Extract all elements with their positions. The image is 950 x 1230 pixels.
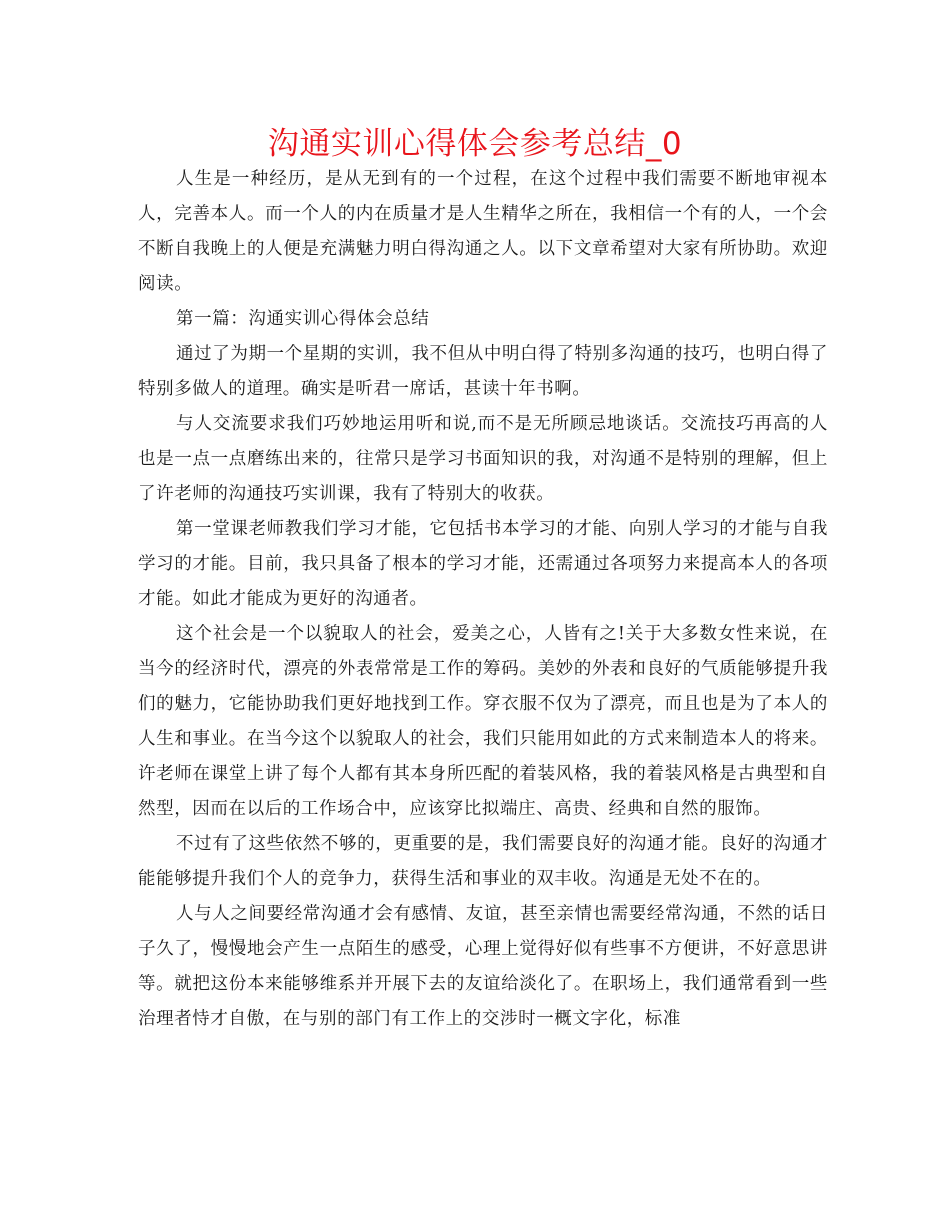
paragraph-intro: 人生是一种经历，是从无到有的一个过程，在这个过程中我们需要不断地审视本人，完善本人。而一个人的内在质量才是人生精华之所在，我相信一个有的人，一个会不断自我晚上的人便是充满魅力明白得沟通之人。以下文章希望对大家有所协助。欢迎阅读。 <box>138 169 828 294</box>
paragraph: 人与人之间要经常沟通才会有感情、友谊，甚至亲情也需要经常沟通，不然的话日子久了，慢慢地会产生一点陌生的感受，心理上觉得好似有些事不方便讲，不好意思讲等。就把这份本来能够维系并开展下去的友谊给淡化了。在职场上，我们通常看到一些治理者恃才自傲，在与别的部门有工作上的交涉时一概文字化，标准 <box>138 904 828 1029</box>
paragraph: 第一堂课老师教我们学习才能，它包括书本学习的才能、向别人学习的才能与自我学习的才能。目前，我只具备了根本的学习才能，还需通过各项努力来提高本人的各项才能。如此才能成为更好的沟通者。 <box>138 519 828 609</box>
document-title: 沟通实训心得体会参考总结_0 <box>267 126 683 162</box>
paragraph: 这个社会是一个以貌取人的社会，爱美之心，人皆有之!关于大多数女性来说，在当今的经济时代，漂亮的外表常常是工作的筹码。美妙的外表和良好的气质能够提升我们的魅力，它能协助我们更好地找到工作。穿衣服不仅为了漂亮，而且也是为了本人的人生和事业。在当今这个以貌取人的社会，我们只能用如此的方式来制造本人的将来。许老师在课堂上讲了每个人都有其本身所匹配的着装风格，我的着装风格是古典型和自然型，因而在以后的工作场合中，应该穿比拟端庄、高贵、经典和自然的服饰。 <box>138 624 828 819</box>
paragraph: 通过了为期一个星期的实训，我不但从中明白得了特别多沟通的技巧，也明白得了特别多做人的道理。确实是听君一席话，甚读十年书啊。 <box>138 344 828 399</box>
paragraph: 不过有了这些依然不够的，更重要的是，我们需要良好的沟通才能。良好的沟通才能能够提升我们个人的竞争力，获得生活和事业的双丰收。沟通是无处不在的。 <box>138 834 828 889</box>
paragraph: 与人交流要求我们巧妙地运用听和说,而不是无所顾忌地谈话。交流技巧再高的人也是一点一点磨练出来的，往常只是学习书面知识的我，对沟通不是特别的理解，但上了许老师的沟通技巧实训课，我有了特别大的收获。 <box>138 414 828 504</box>
section-heading: 第一篇：沟通实训心得体会总结 <box>176 309 430 329</box>
document-body <box>138 162 828 1037</box>
